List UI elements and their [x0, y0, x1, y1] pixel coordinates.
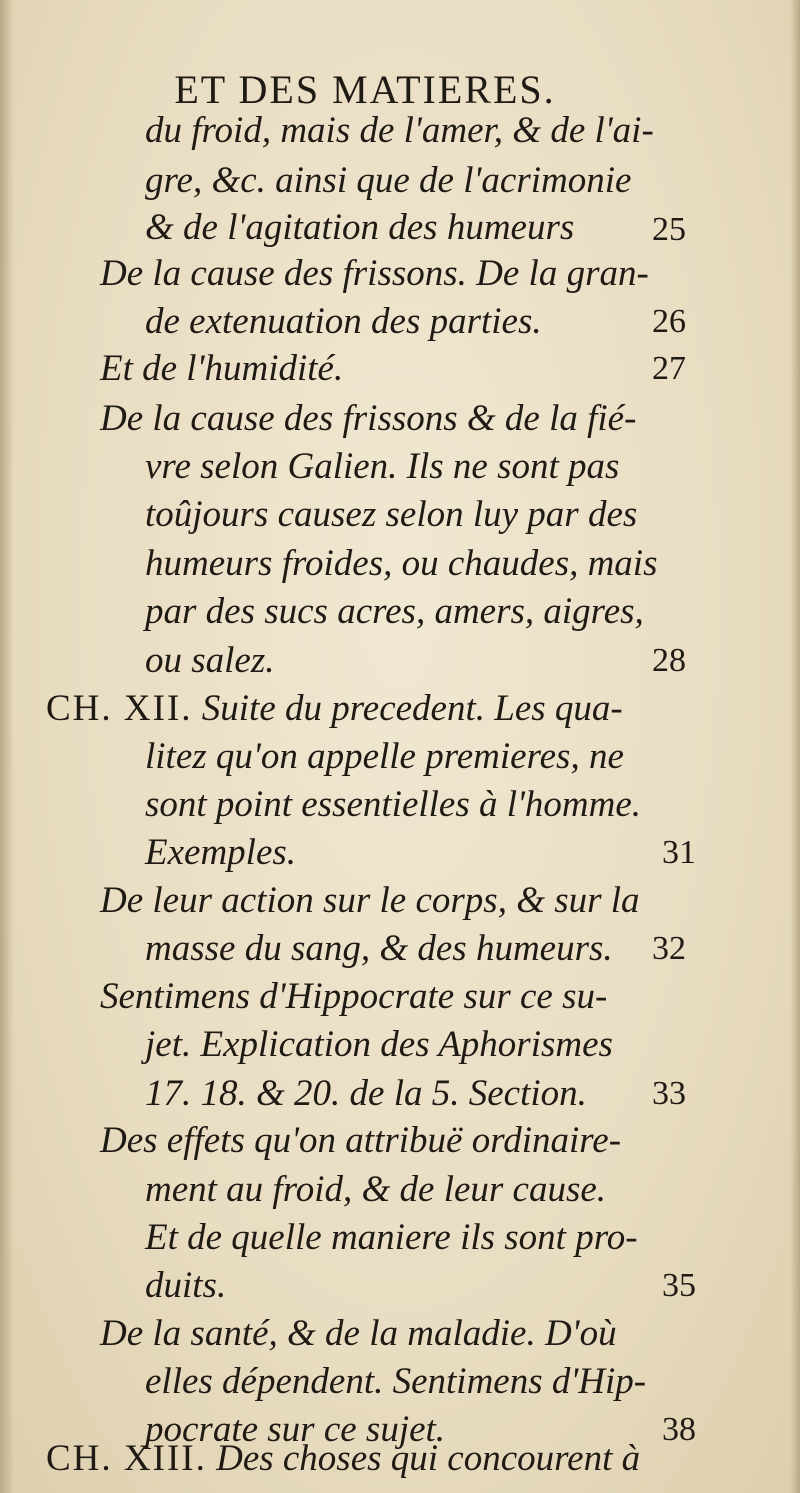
- index-line: litez qu'on appelle premieres, ne: [145, 736, 624, 777]
- index-line: De la cause des frissons & de la fié-: [100, 398, 637, 439]
- index-line: du froid, mais de l'amer, & de l'ai-: [145, 110, 654, 151]
- index-line: elles dépendent. Sentimens d'Hip-: [145, 1361, 647, 1402]
- index-line: par des sucs acres, amers, aigres,: [145, 591, 644, 632]
- index-line: 17. 18. & 20. de la 5. Section.: [145, 1073, 587, 1114]
- page-number: 35: [662, 1267, 696, 1304]
- index-line: & de l'agitation des humeurs: [145, 207, 575, 248]
- page-number: 25: [652, 211, 686, 248]
- index-line: Et de quelle maniere ils sont pro-: [145, 1217, 638, 1258]
- index-line: Sentimens d'Hippocrate sur ce su-: [100, 976, 608, 1017]
- chapter-entry: [46, 1440, 640, 1477]
- index-line: Des effets qu'on attribuë ordinaire-: [100, 1120, 622, 1161]
- chapter-label: CH. XII.: [46, 688, 193, 729]
- index-line: gre, &c. ainsi que de l'acrimonie: [145, 160, 632, 201]
- page-number: 32: [652, 930, 686, 967]
- index-line: masse du sang, & des humeurs.: [145, 928, 613, 969]
- index-line: de extenuation des parties.: [145, 301, 542, 342]
- page-number: 27: [652, 350, 686, 387]
- index-line: De la santé, & de la maladie. D'où: [100, 1313, 617, 1354]
- index-line: duits.: [145, 1265, 227, 1306]
- page-number: 31: [662, 834, 696, 871]
- page-edge-right: [790, 0, 800, 1493]
- page-edge-left: [0, 0, 14, 1493]
- index-line: jet. Explication des Aphorismes: [145, 1024, 613, 1065]
- index-line: humeurs froides, ou chaudes, mais: [145, 543, 658, 584]
- index-line: ment au froid, & de leur cause.: [145, 1169, 607, 1210]
- index-line: toûjours causez selon luy par des: [145, 494, 638, 535]
- index-line: pocrate sur ce sujet.: [145, 1409, 446, 1450]
- index-line: De leur action sur le corps, & sur la: [100, 880, 640, 921]
- chapter-title: Suite du precedent. Les qua-: [201, 688, 623, 729]
- index-line: De la cause des frissons. De la gran-: [100, 253, 649, 294]
- page-number: 26: [652, 303, 686, 340]
- page-number: 33: [652, 1075, 686, 1112]
- running-head: ET DES MATIERES.: [174, 67, 556, 112]
- index-line: sont point essentielles à l'homme.: [145, 784, 642, 825]
- page-number: 28: [652, 642, 686, 679]
- index-line: vre selon Galien. Ils ne sont pas: [145, 446, 620, 487]
- chapter-title: Des choses qui concourent à: [216, 1438, 641, 1479]
- index-line: Exemples.: [145, 832, 297, 873]
- page-number: 38: [662, 1411, 696, 1448]
- index-line: ou salez.: [145, 640, 275, 681]
- index-line: Et de l'humidité.: [100, 348, 344, 389]
- chapter-label: CH. XIII.: [46, 1438, 207, 1479]
- chapter-entry: [46, 690, 623, 727]
